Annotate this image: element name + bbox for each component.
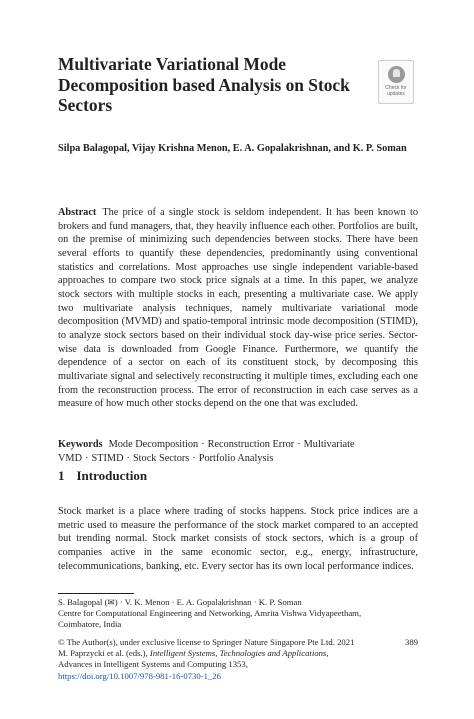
author-list: Silpa Balagopal, Vijay Krishna Menon, E. A. Gopalakrishnan, and K. P. Soman	[58, 143, 407, 154]
keyword-separator: ·	[126, 452, 130, 464]
author-footnote	[58, 597, 418, 631]
keyword-item: Reconstruction Error	[207, 439, 295, 450]
copyright-line: © The Author(s), under exclusive license to Springer Nature Singapore Pte Ltd. 2021	[58, 637, 355, 647]
keyword-item: Mode Decomposition	[108, 439, 199, 450]
abstract	[58, 206, 418, 411]
keywords	[58, 438, 418, 465]
keyword-item: STIMD	[91, 452, 124, 464]
keyword-item: Portfolio Analysis	[198, 452, 274, 464]
footnote-authors: S. Balagopal (✉) · V. K. Menon · E. A. Gopalakrishnan · K. P. Soman	[58, 597, 302, 607]
citation-comma: ,	[326, 648, 329, 659]
keyword-separator: ·	[192, 452, 196, 464]
keyword-separator: ·	[201, 439, 205, 450]
copyright-block	[58, 637, 358, 682]
footnote-divider	[58, 593, 134, 594]
doi-link[interactable]: https://doi.org/10.1007/978-981-16-0730-1_26	[58, 670, 221, 681]
check-for-updates-icon	[388, 66, 405, 83]
section-number: 1	[58, 468, 65, 483]
keywords-label: Keywords	[58, 439, 103, 450]
introduction-paragraph: Stock market is a place where trading of stocks happens. Stock price indices are a metric used to measure the performance of the stock market compared to an accepted but trending normal. Stock market consists of stock sectors, which is a group of companies active in the same economic sector, e.g., energy, infrastructure, telecommunications, banking, etc. Every sector has its own local performance indices.	[58, 506, 418, 572]
series-line: Advances in Intelligent Systems and Computing 1353,	[58, 659, 248, 670]
abstract-label: Abstract	[58, 207, 97, 218]
keyword-separator: ·	[297, 439, 301, 450]
check-for-updates-badge[interactable]	[378, 60, 414, 104]
keyword-item: Multivariate VMD	[58, 439, 355, 464]
page-number: 389	[404, 637, 418, 647]
badge-line-1: Check for	[385, 85, 407, 91]
section-title: Introduction	[76, 468, 148, 483]
paper-title: Multivariate Variational Mode Decomposition based Analysis on Stock Sectors	[58, 54, 350, 115]
editors: M. Paprzycki et al. (eds.),	[58, 648, 150, 659]
section-heading	[58, 468, 418, 484]
footnote-affiliation-1: Centre for Computational Engineering and Networking, Amrita Vishwa Vidyapeetham,	[58, 608, 362, 619]
book-citation	[58, 648, 358, 659]
book-title: Intelligent Systems, Technologies and Applications	[149, 648, 327, 659]
keyword-separator: ·	[85, 452, 89, 464]
badge-line-2: updates	[387, 90, 405, 97]
footnote-affiliation-2: Coimbatore, India	[58, 619, 122, 630]
badge-label	[385, 86, 406, 97]
keyword-item: Stock Sectors	[132, 452, 190, 464]
abstract-text: The price of a single stock is seldom independent. It has been known to brokers and fund managers, that, they heavily influence each other. Portfolios are built, on the premise of minimizing such dependencies between stocks. There have been several efforts to quantify these dependencies, predominantly using conventional statistics and correlations. Most approaches use single independent variable-based approaches to compare two stock price signals at a time. In this paper, we analyze stock sectors with multiple stocks in each, presenting a multivariate case. We apply two multivariate analysis techniques, namely multivariate variational mode decomposition (MVMD) and spatio-temporal intrinsic mode decomposition (STIMD), to analyze stock sectors based on their individual stock day-wise price series. Sector-wise data is downloaded from Google Finance. Furthermore, we quantify the dependence of a sector on each of its constituent stock, by decomposing this multivariate signal and selectively reconstructing it multiple times, excluding each one from the reconstruction process. The error of reconstruction in each case serves as a measure of how much other stocks depend on the one that was excluded.	[58, 207, 418, 410]
